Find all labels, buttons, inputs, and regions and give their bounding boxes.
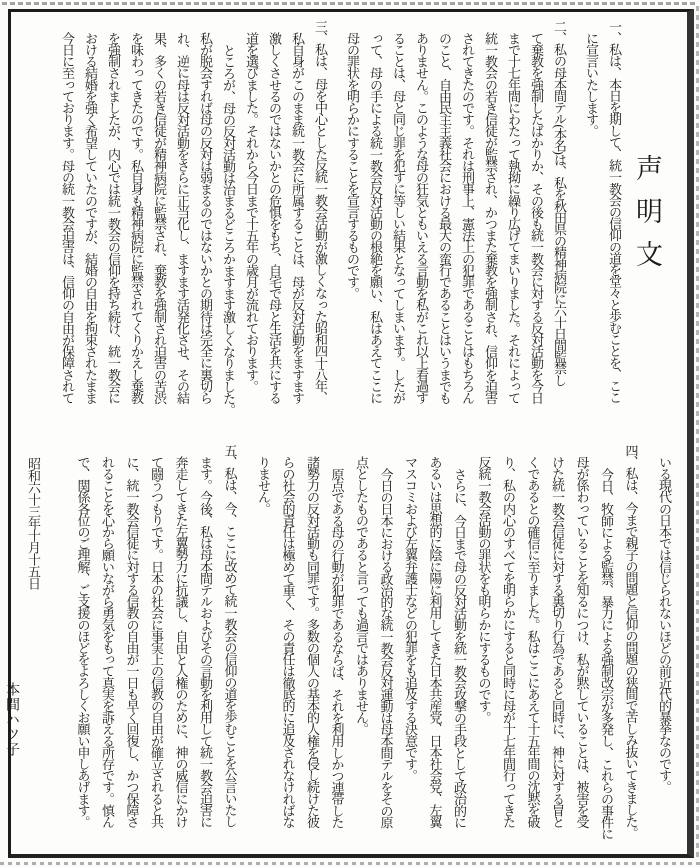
text-column: 統一教会の若き信徒が監禁され、かつまた棄教を強制され、信仰を迫害 [483,32,498,404]
text-column: 今日の日本における政治的な統一教会反対運動は母本間テルをその原 [378,468,394,828]
text-column: のこと、自由民主主義社会における最大の蛮行であることはいうまでも [437,32,452,404]
text-column: 激しくさせるのではないかとの危惧をもち、自宅で母と生活を共にする [267,32,282,404]
text-column: 二、私の母本間テル(本名)は、私を秋田県の精神病院に六十日間監禁し [552,20,567,386]
text-column: らの社会的責任は極めて重く、その責任は徹底的に追及されなければな [280,456,296,828]
photocopy-bottom-edge-artifact [0,862,700,865]
text-column: おける結婚を強く希望していたのですが、結婚の自由を拘束されたまま [83,32,98,404]
text-column: て棄教を強制したばかりか、その後も統一教会に対する反対活動を今日 [529,32,544,404]
text-column: 点としたものであると言っても過言ではありません。 [354,456,369,735]
text-column: に宣言いたします。 [584,32,599,137]
text-column: 諸勢力の反対活動も同罪です。多数の個人の基本的人権を侵し続けた彼 [305,456,320,828]
text-column: くであるとの確信に至りました。私はここにあえて十五年間の沈黙を破 [525,456,541,828]
text-column: されてきたのです。それは刑事上、憲法上の犯罪であることはもちろん [460,32,475,404]
text-column: 今日に至っております。母の統一教会迫害は、信仰の自由が保障されて [60,32,75,404]
text-column: ありません。このような母の狂気ともいえる言動を私がこれ以上看過す [414,32,429,404]
text-column: 道を選びました。それから今日まで十五年の歳月が流れております。 [244,32,259,392]
date-line: 昭和六十三年十月十五日 [26,457,41,589]
text-column: まで十七年間にわたって執拗に繰り広げてまいりました。それによって [506,32,521,404]
text-column: 今日、牧師による監禁、暴力による強制改宗が多発し、これらの事件に [599,468,614,840]
top-text-block [56,20,670,420]
text-column: いる現代の日本では信じられないほどの前近代的暴挙なのです。 [657,456,672,793]
text-column: 果、多くの若き信徒が精神病院に監禁され、棄教を強制され迫害の苦渋 [152,32,167,404]
text-column: を味わってきたのです。私自身も精神病院に監禁されてくりかえし棄教 [129,32,144,404]
text-column: 五、私は、今、ここに改めて統一教会の信仰の道を歩むことを公言いたし [222,444,238,827]
text-column: 三、私は、母を中心とした反統一教会活動が激しくなった昭和四十八年、 [313,20,328,403]
photocopy-right-edge-artifact [696,6,699,859]
text-column: 一、私は、本日を期して、統一教会の信仰の道を堂々と歩むことを、ここ [607,20,622,403]
text-column: 奔走してきた左翼勢力に抗議し、自由と人権のために、神の威信にかけ [173,456,189,828]
text-column: を強制されましたが、内心では統一教会の信仰を持ち続け、統一教会に [106,32,121,404]
text-column: れ、逆に母は反対活動をさらに正当化し、ますます活発化させ、その結 [175,32,190,404]
text-column: て闘うつもりです。日本の社会に事実上の信教の自由が確立されると共 [149,456,164,828]
text-column: 母の罪状を明らかにすることを宣言するものです。 [345,32,360,299]
text-column: ます。今後、私は母本間テルおよびその言動を利用して統一教会迫害に [198,456,213,828]
text-column: りません。 [256,456,271,515]
text-column: 私が脱会すれば母の反対は弱まるのではないかとの期待は完全に裏切ら [198,32,213,404]
text-column: って、母の手による統一教会反対活動の根絶を願い、私はあえてここに [368,32,383,404]
text-column: 私自身がこのまま統一教会に所属することは、母が反対活動をますます [290,32,305,404]
text-column: さらに、今日まで母の反対活動を統一教会攻撃の手段として政治的に [452,468,467,828]
signature-line: 本間ハツ子 [4,682,19,757]
text-column: ところが、母の反対活動は治まるどころかますます激しくなりました。 [221,44,236,416]
text-column: れることを心から願いながら勇気をもって真実を訴える所存です。慎ん [100,456,115,828]
text-column: マスコミおよび左翼弁護士などの犯罪をも追及する決意です。 [403,456,418,781]
bottom-text-block [0,444,676,856]
text-column: 反統一教会活動の罪状をも明らかにするものです。 [476,456,492,723]
text-column: 四、私は、今まで親子の問題と信仰の問題の狭間で苦しみ抜いてきました。 [623,444,639,839]
text-column: 原点である母の行動が犯罪であるならば、それを利用しかつ連帯した [329,468,345,828]
text-column: り、私の内心のすべてを明らかにすると同時に母が十七年間行ってきた [501,456,516,828]
text-column: で、関係各位のご理解、ご支援のほどをよろしくお願い申しあげます。 [75,456,91,828]
text-column: ることは、母と同じ罪を犯すに等しい結果となってしまいます。したが [391,32,406,404]
photocopy-top-edge-artifact [2,2,698,5]
text-column: 母が係わっていることを知るにつけ、私が黙していることは、被害を受 [574,456,590,828]
text-column: に、統一教会信徒に対する信教の自由が一日も早く回復し、かつ保障さ [124,456,140,828]
document-title: 声明文 [632,154,662,283]
text-column: けた統一教会信徒に対する裏切り行為であると同時に、神に対する冒と [550,456,565,828]
text-column: あるいは思想的に陰に陽に利用してきた日本共産党、日本社会党、左翼 [427,456,443,828]
